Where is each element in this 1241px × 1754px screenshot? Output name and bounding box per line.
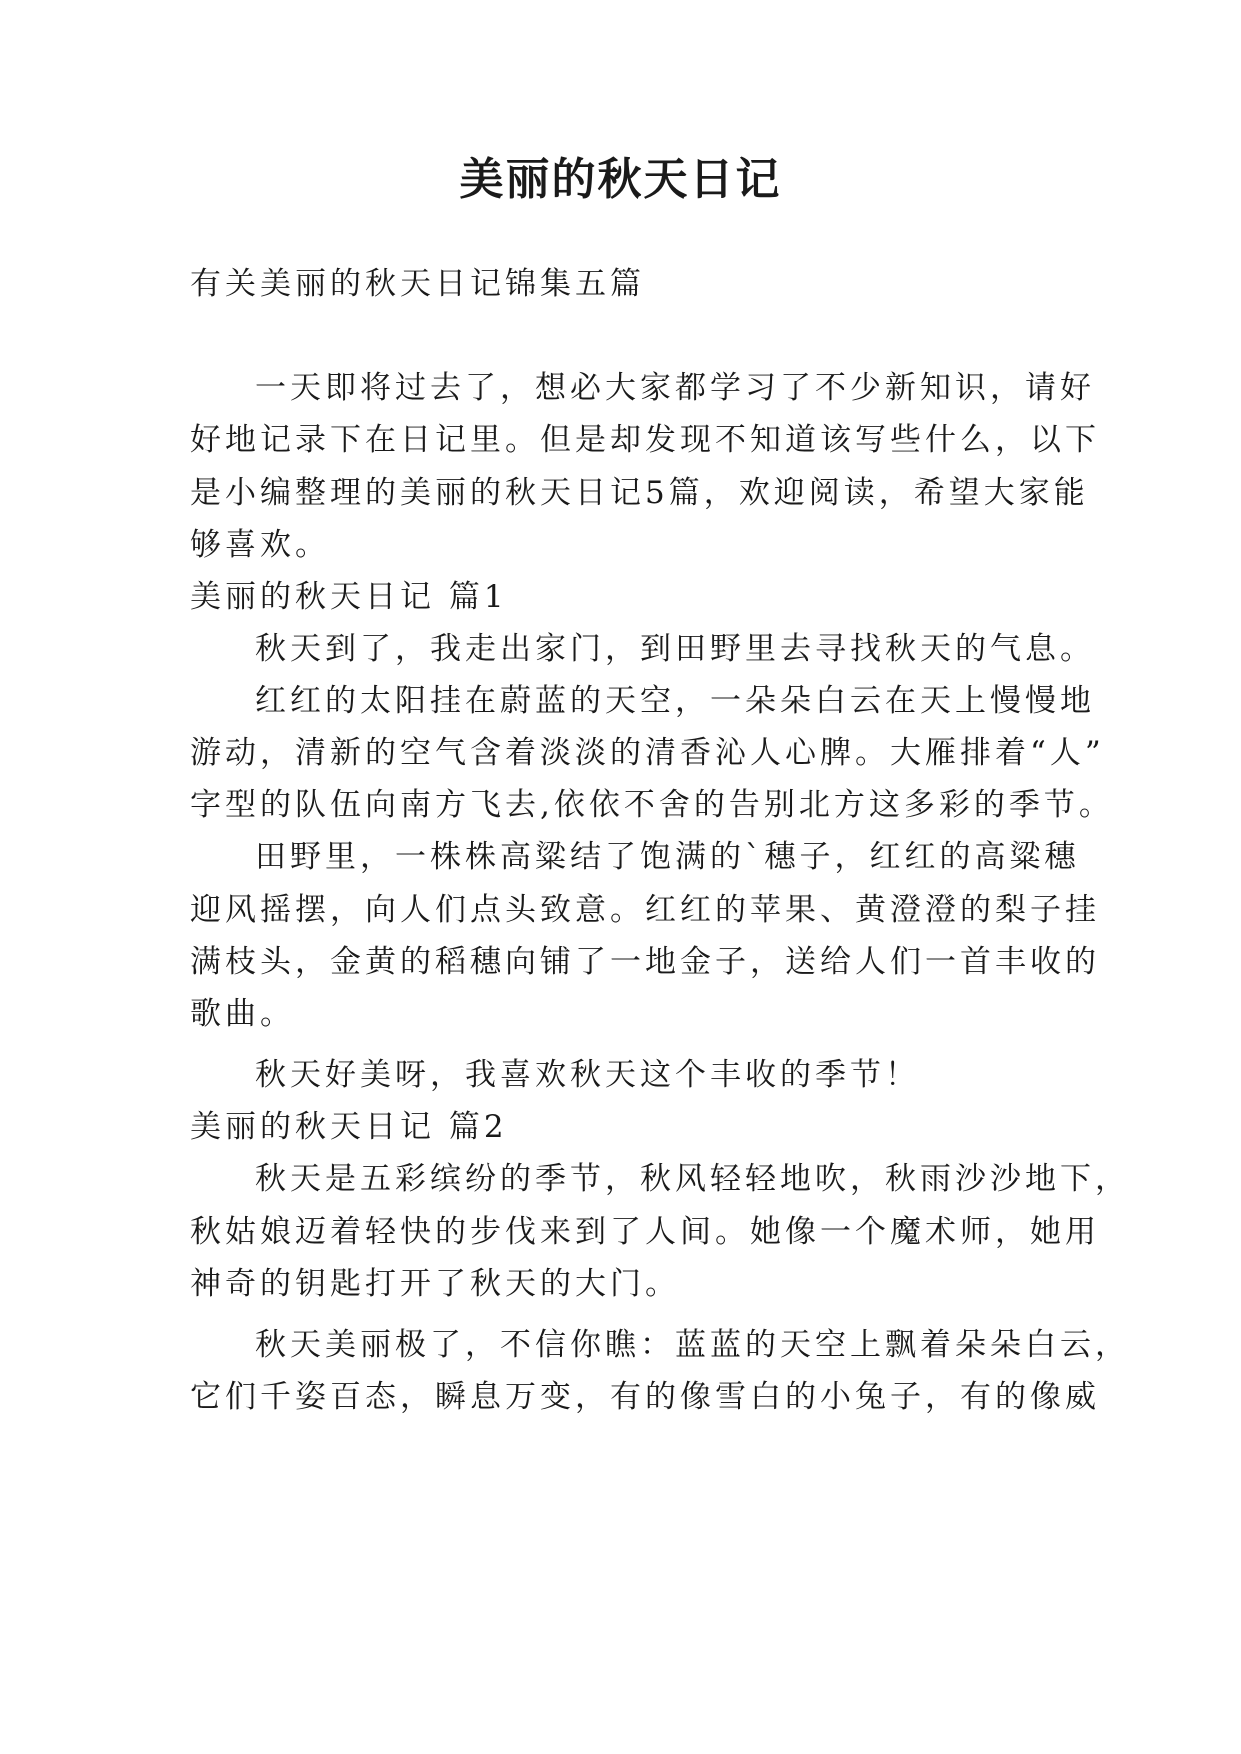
paragraph-line: 神奇的钥匙打开了秋天的大门。 (190, 1266, 680, 1302)
document-title: 美丽的秋天日记 (459, 154, 782, 205)
paragraph-line: 秋天好美呀，我喜欢秋天这个丰收的季节！ (255, 1057, 920, 1093)
paragraph-line: 歌曲。 (190, 996, 295, 1032)
section-heading: 美丽的秋天日记 篇2 (190, 1109, 508, 1145)
paragraph-line: 秋天到了，我走出家门，到田野里去寻找秋天的气息。 (255, 631, 1095, 667)
paragraph-line: 田野里，一株株高粱结了饱满的`穗子，红红的高粱穗 (255, 839, 1080, 875)
paragraph-line: 红红的太阳挂在蔚蓝的天空，一朵朵白云在天上慢慢地 (255, 683, 1095, 719)
paragraph-line: 一天即将过去了，想必大家都学习了不少新知识，请好 (255, 370, 1095, 406)
paragraph-line: 字型的队伍向南方飞去,依依不舍的告别北方这多彩的季节。 (190, 787, 1114, 823)
paragraph-line: 迎风摇摆，向人们点头致意。红红的苹果、黄澄澄的梨子挂 (190, 892, 1100, 928)
paragraph-line: 游动，清新的空气含着淡淡的清香沁人心脾。大雁排着“人” (190, 735, 1105, 771)
paragraph-line: 满枝头，金黄的稻穗向铺了一地金子，送给人们一首丰收的 (190, 944, 1100, 980)
paragraph-line: 秋天是五彩缤纷的季节，秋风轻轻地吹，秋雨沙沙地下， (255, 1161, 1130, 1197)
paragraph-line: 秋姑娘迈着轻快的步伐来到了人间。她像一个魔术师，她用 (190, 1214, 1100, 1250)
paragraph-line: 它们千姿百态，瞬息万变，有的像雪白的小兔子，有的像威 (190, 1379, 1100, 1415)
document-subtitle: 有关美丽的秋天日记锦集五篇 (190, 266, 645, 302)
paragraph-line: 够喜欢。 (190, 527, 330, 563)
paragraph-line: 是小编整理的美丽的秋天日记5篇，欢迎阅读，希望大家能 (190, 475, 1089, 511)
paragraph-line: 好地记录下在日记里。但是却发现不知道该写些什么，以下 (190, 422, 1100, 458)
paragraph-line: 秋天美丽极了，不信你瞧：蓝蓝的天空上飘着朵朵白云， (255, 1327, 1130, 1363)
section-heading: 美丽的秋天日记 篇1 (190, 579, 508, 615)
